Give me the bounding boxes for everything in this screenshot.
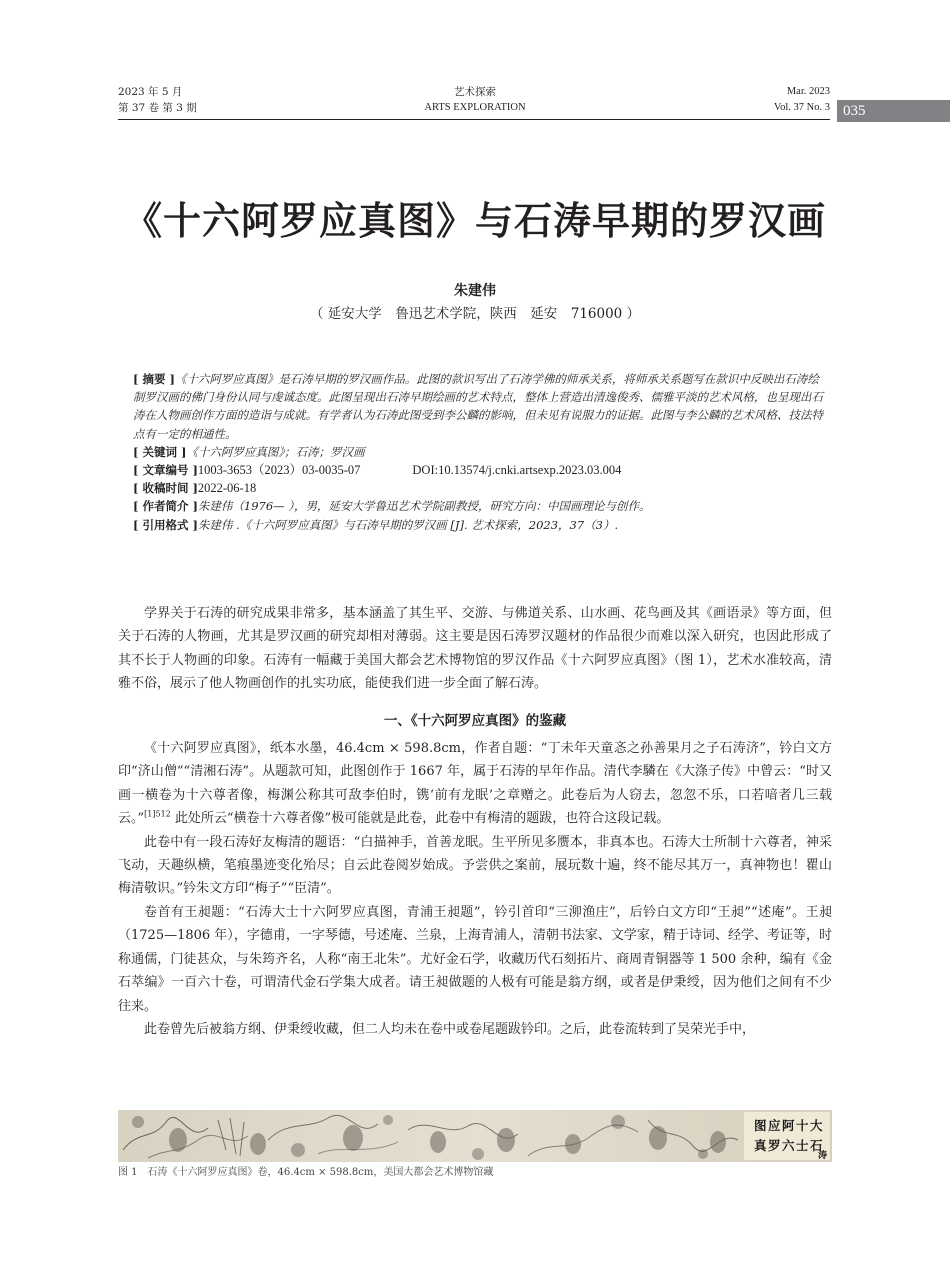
article-meta bbox=[133, 370, 823, 534]
citation-label: [ 引用格式 ] bbox=[133, 517, 198, 532]
header-date-en: Mar. 2023 bbox=[786, 86, 830, 97]
citation-text: 朱建伟 .《十六阿罗应真图》与石涛早期的罗汉画 [J]. 艺术探索，2023，37（3）. bbox=[197, 517, 619, 532]
article-number-text: 1003-3653（2023）03-0035-07 bbox=[197, 463, 361, 478]
paragraph-2: 此卷中有一段石涛好友梅清的题语：“白描神手，首善龙眠。生平所见多赝本，非真本也。石涛大士所制十六尊者，神采飞动，天趣纵横，笔痕墨迹变化殆尽；自云此卷阅岁始成。予尝供之案前，展玩数十遍，终不能尽其万一，真神物也！瞿山梅清敬识。”钤朱文方印“梅子”“臣清”。 bbox=[118, 834, 832, 897]
header-rule bbox=[118, 119, 830, 120]
author-affiliation: （ 延安大学 鲁迅艺术学院，陕西 延安 716000 ） bbox=[309, 306, 641, 322]
received-date bbox=[133, 479, 823, 497]
seal-char-9: 六 bbox=[782, 1138, 795, 1153]
paragraph-1-text-cont: 此处所云“横卷十六尊者像”极可能就是此卷，此卷中有梅清的题跋，也符合这段记载。 bbox=[170, 811, 670, 827]
abstract-label: [ 摘要 ] bbox=[133, 372, 175, 386]
header-date-cn: 2023 年 5 月 bbox=[118, 86, 183, 98]
header-right bbox=[774, 84, 830, 116]
seal-char-3: 阿 bbox=[782, 1118, 795, 1133]
author-bio-text: 朱建伟（1976— ），男，延安大学鲁迅艺术学院副教授，研究方向：中国画理论与创作。 bbox=[197, 499, 651, 514]
header-volume-en: Vol. 37 No. 3 bbox=[773, 102, 830, 113]
article-title: 《十六阿罗应真图》与石涛早期的罗汉画 bbox=[123, 198, 826, 243]
article-number-label: [ 文章编号 ] bbox=[133, 463, 198, 478]
abstract bbox=[133, 370, 823, 443]
header-volume-cn: 第 37 卷 第 3 期 bbox=[118, 102, 197, 114]
paragraph-4: 此卷曾先后被翁方纲、伊秉绶收藏，但二人均未在卷中或卷尾题跋钤印。之后，此卷流转到了吴荣光手中， bbox=[144, 1021, 756, 1037]
author-bio bbox=[133, 497, 823, 515]
doi-text: DOI:10.13574/j.cnki.artsexp.2023.03.004 bbox=[412, 463, 622, 478]
abstract-text: 《十六阿罗应真图》是石涛早期的罗汉画作品。此图的款识写出了石涛学佛的师承关系，将师承关系题写在款识中反映出石涛绘制罗汉画的佛门身份认同与虔诚态度。此图呈现出石涛早期绘画的艺术特点，整体上营造出清逸俊秀、儒雅平淡的艺术风格，也呈现出石涛在人物画创作方面的造诣与成就。有学者认为石涛此图受到李公麟的影响，但未见有说服力的证据。此图与李公麟的艺术风格、技法特点有一定的相通性。 bbox=[133, 372, 823, 441]
seal-char-10: 士 bbox=[796, 1138, 809, 1153]
seal-char-2: 应 bbox=[768, 1118, 781, 1133]
header-journal-en: ARTS EXPLORATION bbox=[424, 102, 526, 113]
seal-char-4: 十 bbox=[796, 1118, 809, 1133]
seal-char-7: 真 bbox=[754, 1138, 767, 1153]
reference-marker: [1]512 bbox=[144, 809, 171, 819]
author-bio-label: [ 作者简介 ] bbox=[133, 499, 198, 514]
seal-char-8: 罗 bbox=[768, 1138, 781, 1153]
seal-char-5: 大 bbox=[810, 1118, 823, 1133]
received-label: [ 收稿时间 ] bbox=[133, 481, 198, 496]
paragraph-1-text: 《十六阿罗应真图》，纸本水墨，46.4cm × 598.8cm，作者自题：“丁未年天童忞之孙善果月之子石涛济”，钤白文方印“济山僧”“清湘石涛”。从题款可知，此图创作于 1667 年，属于石涛的早年作品。清代李驎在《大涤子传》中曾云：“时又画一横卷为十六尊者像，梅渊公称其可敌李伯时，镌‘前有龙眠’之章赠之。此卷后为人窃去，忽忽不乐，口若喑者几三载云。” bbox=[118, 741, 832, 827]
keywords bbox=[133, 443, 823, 461]
author-name: 朱建伟 bbox=[454, 283, 496, 299]
citation bbox=[133, 516, 823, 534]
seal-char-6: 石 bbox=[810, 1138, 823, 1153]
paragraph-3: 卷首有王昶题：“石涛大士十六阿罗应真图，青浦王昶题”，钤引首印“三泖渔庄”，后钤白文方印“王昶”“述庵”。王昶（1725—1806 年），字德甫，一字琴德，号述庵、兰泉，上海青浦人，清朝书法家、文学家，精于诗词、经学、考证等，时称通儒，门徒甚众，与朱筠齐名，人称“南王北朱”。尤好金石学，收藏历代石刻拓片、商周青铜器等 1 500 余种，编有《金石萃编》一百六十卷，可谓清代金石学集大成者。请王昶做题的人极有可能是翁方纲，或者是伊秉绶，因为他们之间有不少往来。 bbox=[118, 904, 832, 1014]
keywords-text: 《十六阿罗应真图》；石涛；罗汉画 bbox=[186, 444, 365, 459]
intro-paragraph: 学界关于石涛的研究成果非常多，基本涵盖了其生平、交游、与佛道关系、山水画、花鸟画及其《画语录》等方面，但关于石涛的人物画，尤其是罗汉画的研究却相对薄弱。这主要是因石涛罗汉题材的作品很少而难以深入研究，也因此形成了其不长于人物画的印象。石涛有一幅藏于美国大都会艺术博物馆的罗汉作品《十六阿罗应真图》（图 1），艺术水准较高，清雅不俗，展示了他人物画创作的扎实功底，能使我们进一步全面了解石涛。 bbox=[118, 606, 832, 692]
keywords-label: [ 关键词 ] bbox=[133, 444, 187, 459]
header-center bbox=[400, 84, 550, 116]
header-journal-cn: 艺术探索 bbox=[454, 86, 496, 98]
figure-caption: 图 1 石涛《十六阿罗应真图》卷，46.4cm × 598.8cm，美国大都会艺术博物馆藏 bbox=[118, 1167, 494, 1178]
header-left bbox=[118, 84, 197, 116]
handscroll-image bbox=[118, 1110, 832, 1162]
article-number bbox=[133, 461, 823, 479]
page-number: 035 bbox=[837, 100, 950, 122]
figure-painting bbox=[118, 1110, 832, 1162]
received-text: 2022-06-18 bbox=[197, 481, 257, 496]
seal-char-1: 图 bbox=[754, 1118, 767, 1133]
paragraph-1 bbox=[118, 737, 832, 831]
article-body bbox=[118, 602, 832, 1041]
section-heading: 一、《十六阿罗应真图》的鉴藏 bbox=[383, 712, 567, 729]
seal-char-11: 涛 bbox=[818, 1151, 828, 1161]
